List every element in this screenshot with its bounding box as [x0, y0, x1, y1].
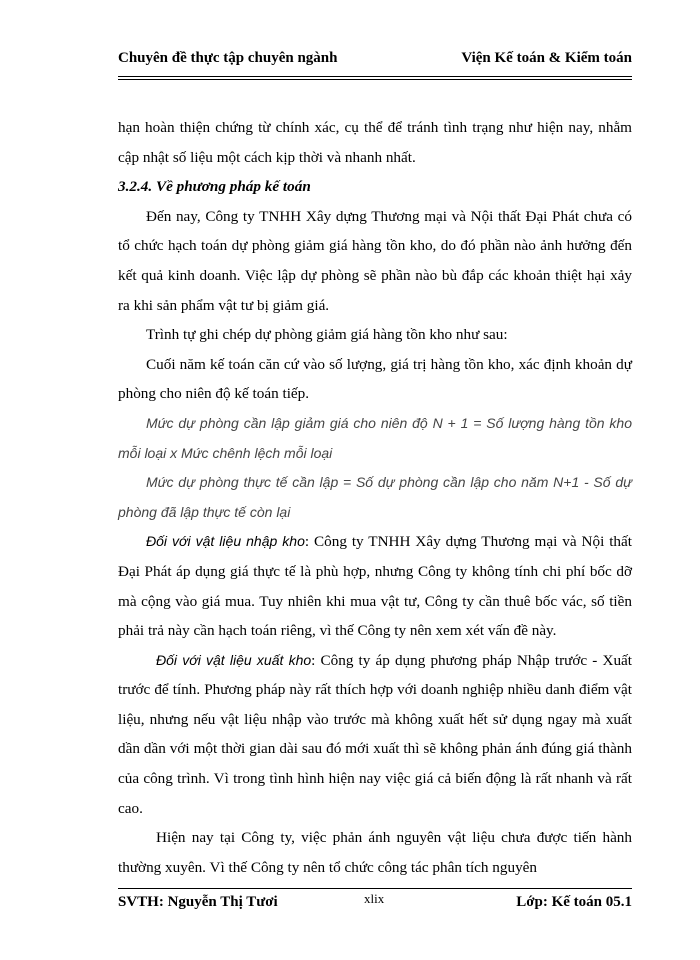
paragraph-intro: Đến nay, Công ty TNHH Xây dựng Thương mại và Nội thất Đại Phát chưa có tổ chức hạch toán dự phòng giảm giá hàng tồn kho, do đó phần nào ảnh hưởng đến kết quả kinh doanh. Việc lập dự phòng sẽ phần nào bù đắp các khoản thiệt hại xảy ra khi sản phẩm vật tư bị giảm giá.	[118, 207, 632, 314]
paragraph-materials-outbound	[118, 646, 632, 824]
document-body	[118, 113, 632, 882]
page-header	[118, 50, 632, 72]
footer-divider	[118, 888, 632, 889]
paragraph-current-status: Hiện nay tại Công ty, việc phản ánh nguyên vật liệu chưa được tiến hành thường xuyên. Vì thế Công ty nên tổ chức công tác phân tích nguyên	[118, 829, 632, 876]
materials-inbound-text: : Công ty TNHH Xây dựng Thương mại và Nội thất Đại Phát áp dụng giá thực tế là phù hợp, nhưng Công ty không tính chi phí bốc dỡ mà cộng vào giá mua. Tuy nhiên khi mua vật tư, Công ty cần thuê bốc vác, số tiền phải trả này cần hạch toán riêng, vì thế Công ty nên xem xét vấn đề này.	[118, 533, 632, 640]
footer-page-number: xlix	[364, 891, 385, 906]
paragraph-procedure: Trình tự ghi chép dự phòng giảm giá hàng tồn kho như sau:	[146, 326, 508, 344]
materials-inbound-label: Đối với vật liệu nhập kho	[146, 533, 305, 550]
section-heading: 3.2.4. Về phương pháp kế toán	[118, 178, 311, 196]
formula-provision-actual: Mức dự phòng thực tế cần lập = Số dự phòng cần lập cho năm N+1 - Số dự phòng đã lập thực tế còn lại	[118, 474, 632, 520]
footer-class-name: Lớp: Kế toán 05.1	[516, 894, 632, 910]
page-footer	[118, 891, 632, 916]
footer-student-name: SVTH: Nguyễn Thị Tươi	[118, 894, 278, 910]
formula-provision-required: Mức dự phòng cần lập giảm giá cho niên độ N + 1 = Số lượng hàng tồn kho mỗi loại x Mức chênh lệch mỗi loại	[118, 414, 632, 461]
materials-outbound-label: Đối với vật liệu xuất kho	[156, 651, 312, 668]
paragraph-continuation: hạn hoàn thiện chứng từ chính xác, cụ thể để tránh tình trạng như hiện nay, nhằm cập nhật số liệu một cách kịp thời và nhanh nhất.	[118, 119, 632, 166]
header-divider-secondary	[118, 79, 632, 80]
materials-outbound-text: : Công ty áp dụng phương pháp Nhập trước - Xuất trước để tính. Phương pháp này rất thích hợp với doanh nghiệp nhiều danh điểm vật liệu, nhưng nếu vật liệu nhập vào trước mà không xuất hết sử dụng ngay mà xuất dần dần với một thời gian dài sau đó mới xuất thì sẽ không phản ánh đúng giá thành của công trình. Vì trong tình hình hiện nay việc giá cả biến động là rất nhanh và rất cao.	[118, 651, 632, 817]
paragraph-materials-inbound	[118, 527, 632, 645]
paragraph-year-end: Cuối năm kế toán căn cứ vào số lượng, giá trị hàng tồn kho, xác định khoản dự phòng cho niên độ kế toán tiếp.	[118, 355, 632, 403]
header-right-title: Viện Kế toán & Kiểm toán	[461, 50, 632, 66]
header-divider	[118, 76, 632, 77]
header-left-title: Chuyên đề thực tập chuyên ngành	[118, 50, 338, 66]
